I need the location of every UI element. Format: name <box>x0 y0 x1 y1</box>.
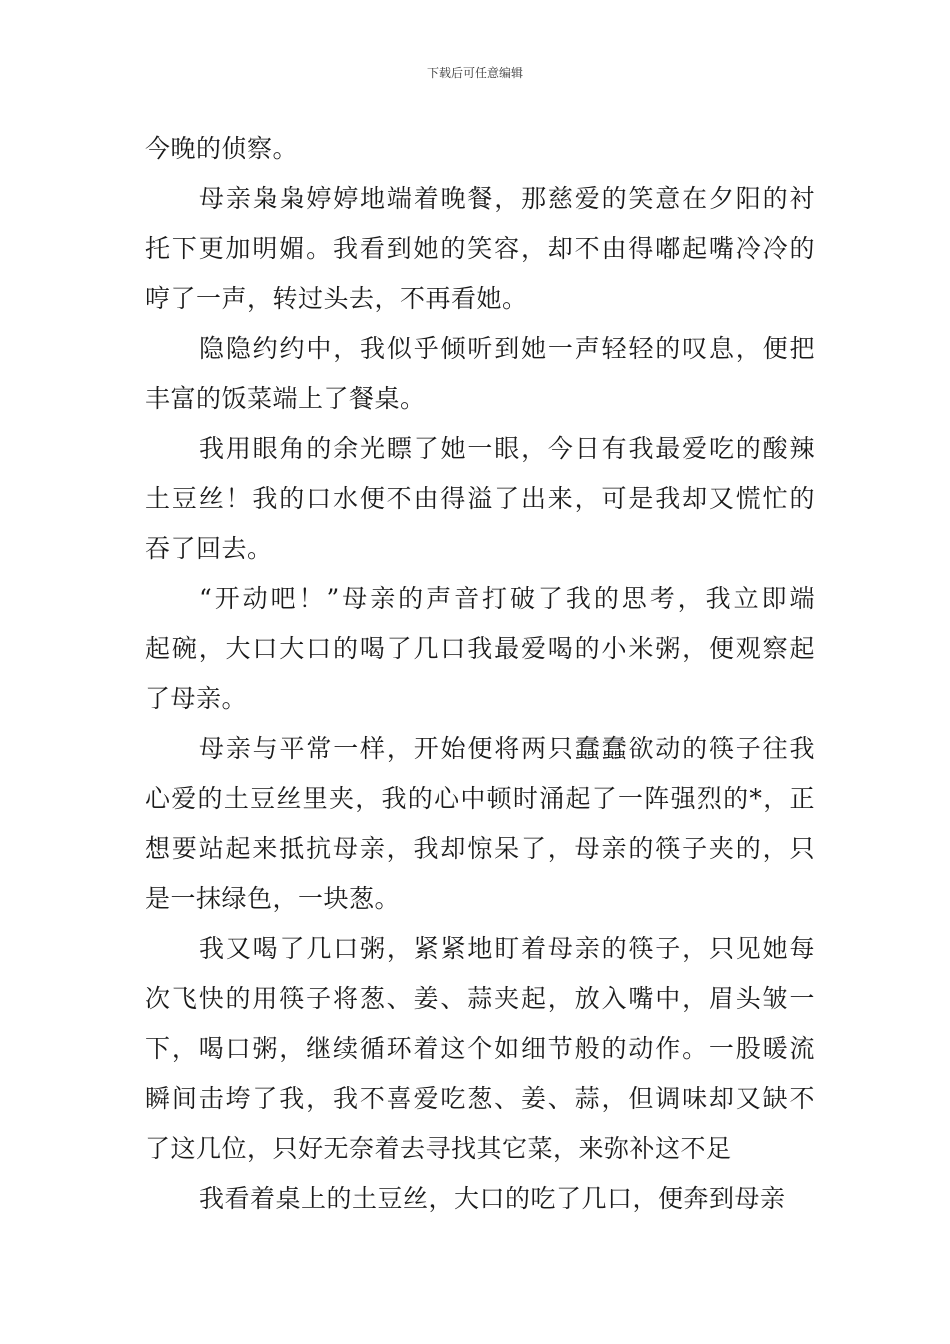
text-line: 隐隐约约中，我似乎倾听到她一声轻轻的叹息，便把 <box>199 334 815 363</box>
paragraph <box>145 724 815 924</box>
document-body <box>145 124 815 1224</box>
text-line: 是一抹绿色，一块葱。 <box>145 884 401 913</box>
text-line: 想要站起来抵抗母亲，我却惊呆了，母亲的筷子夹的，只 <box>145 834 815 863</box>
text-line: “开动吧！”母亲的声音打破了我的思考，我立即端 <box>199 584 815 613</box>
paragraph <box>145 124 815 174</box>
text-line: 母亲枭枭婷婷地端着晚餐，那慈爱的笑意在夕阳的衬 <box>199 184 815 213</box>
text-line: 母亲与平常一样，开始便将两只蠢蠢欲动的筷子往我 <box>199 734 815 763</box>
paragraph <box>145 574 815 724</box>
text-line: 瞬间击垮了我，我不喜爱吃葱、姜、蒜，但调味却又缺不 <box>145 1084 815 1113</box>
text-line: 起碗，大口大口的喝了几口我最爱喝的小米粥，便观察起 <box>145 634 815 663</box>
text-line: 哼了一声，转过头去，不再看她。 <box>145 284 528 313</box>
paragraph <box>145 324 815 424</box>
text-line: 次飞快的用筷子将葱、姜、蒜夹起，放入嘴中，眉头皱一 <box>145 984 815 1013</box>
paragraph <box>145 424 815 574</box>
text-line: 心爱的土豆丝里夹，我的心中顿时涌起了一阵强烈的*，正 <box>145 784 815 813</box>
text-line: 托下更加明媚。我看到她的笑容，却不由得嘟起嘴冷冷的 <box>145 234 815 263</box>
text-line: 吞了回去。 <box>145 534 273 563</box>
text-line: 我看着桌上的土豆丝，大口的吃了几口，便奔到母亲 <box>199 1184 786 1213</box>
text-line: 今晚的侦察。 <box>145 134 299 163</box>
text-line: 下，喝口粥，继续循环着这个如细节般的动作。一股暖流 <box>145 1034 815 1063</box>
paragraph <box>145 924 815 1174</box>
text-line: 了母亲。 <box>145 684 248 713</box>
page-header: 下载后可任意编辑 <box>426 66 523 80</box>
paragraph <box>145 174 815 324</box>
text-line: 了这几位，只好无奈着去寻找其它菜，来弥补这不足 <box>145 1134 732 1163</box>
text-line: 土豆丝！我的口水便不由得溢了出来，可是我却又慌忙的 <box>145 484 815 513</box>
text-line: 丰富的饭菜端上了餐桌。 <box>145 384 426 413</box>
paragraph <box>145 1174 815 1224</box>
text-line: 我用眼角的余光瞟了她一眼，今日有我最爱吃的酸辣 <box>199 434 815 463</box>
text-line: 我又喝了几口粥，紧紧地盯着母亲的筷子，只见她每 <box>199 934 815 963</box>
